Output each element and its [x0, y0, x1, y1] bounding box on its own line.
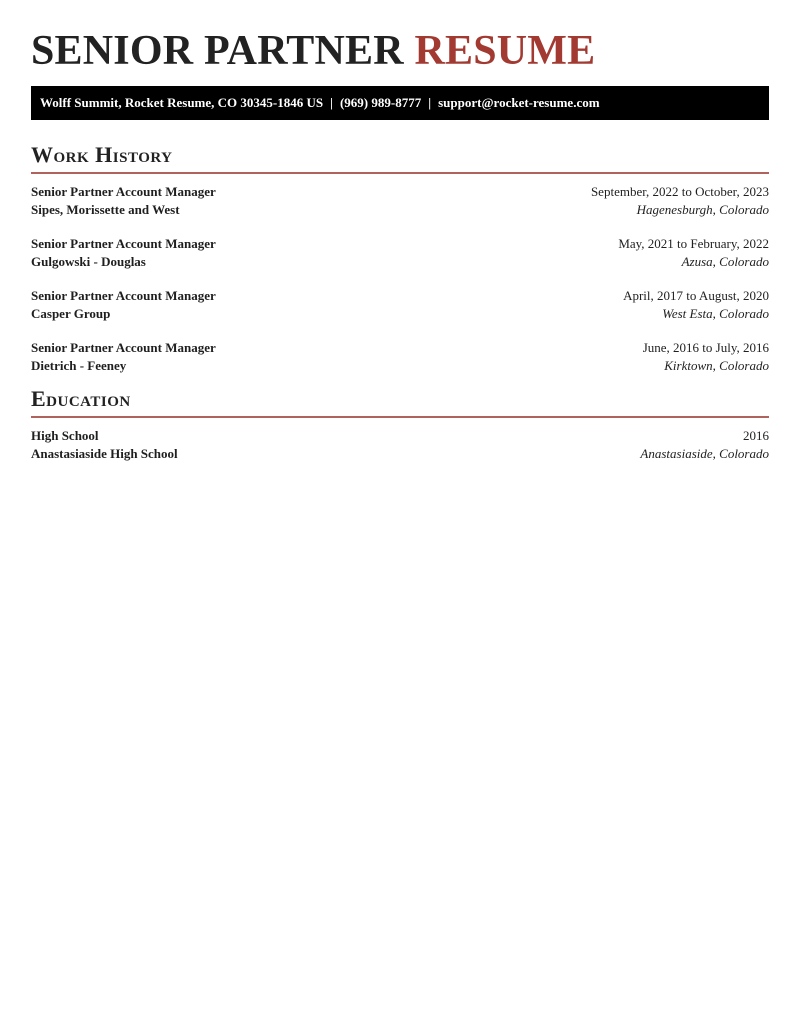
school-location: Anastasiaside, Colorado: [640, 445, 769, 461]
school-name: Anastasiaside High School: [31, 445, 178, 461]
contact-bar: [31, 86, 769, 120]
company-name: Sipes, Morissette and West: [31, 201, 180, 217]
company-name: Dietrich - Feeney: [31, 357, 127, 373]
contact-separator: |: [330, 95, 333, 110]
job-location: Azusa, Colorado: [681, 253, 769, 269]
contact-separator: |: [428, 95, 432, 110]
title-main: SENIOR PARTNER: [31, 28, 404, 74]
work-entry: [31, 339, 769, 374]
job-title: Senior Partner Account Manager: [31, 288, 216, 303]
work-entry: [31, 287, 769, 322]
job-title: Senior Partner Account Manager: [31, 236, 216, 251]
company-name: Gulgowski - Douglas: [31, 253, 146, 269]
graduation-year: 2016: [743, 428, 769, 443]
section-divider: [31, 172, 769, 174]
job-location: West Esta, Colorado: [662, 305, 769, 321]
job-location: Kirktown, Colorado: [664, 357, 769, 373]
work-entry: [31, 235, 769, 270]
company-name: Casper Group: [31, 305, 111, 321]
contact-address: Wolff Summit, Rocket Resume, CO 30345-1846 US: [40, 95, 324, 110]
section-heading-education: Education: [31, 386, 131, 411]
job-dates: June, 2016 to July, 2016: [642, 340, 769, 355]
contact-phone: (969) 989-8777: [339, 95, 422, 110]
job-dates: September, 2022 to October, 2023: [590, 184, 769, 199]
degree-name: High School: [31, 428, 99, 443]
education-section: [31, 386, 769, 462]
job-dates: April, 2017 to August, 2020: [623, 288, 769, 303]
work-entry: [31, 183, 769, 218]
section-heading-work-history: Work History: [31, 142, 173, 167]
title-accent: RESUME: [414, 28, 596, 74]
job-location: Hagenesburgh, Colorado: [636, 201, 769, 217]
job-title: Senior Partner Account Manager: [31, 184, 216, 199]
work-history-section: [31, 142, 769, 374]
job-dates: May, 2021 to February, 2022: [618, 236, 769, 251]
section-divider: [31, 416, 769, 418]
job-title: Senior Partner Account Manager: [31, 340, 216, 355]
education-entry: [31, 427, 769, 462]
contact-email: support@rocket-resume.com: [438, 95, 600, 110]
page-title: [31, 28, 769, 74]
